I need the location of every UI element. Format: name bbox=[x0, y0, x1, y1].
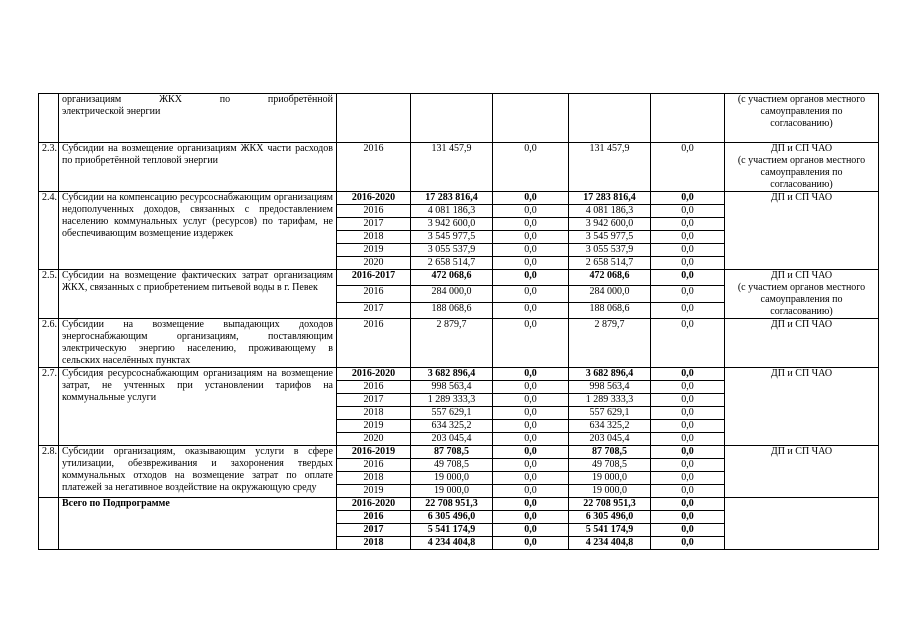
period-cell: 2019 bbox=[337, 244, 411, 257]
local-cell: 0,0 bbox=[651, 257, 725, 270]
okrug-cell: 5 541 174,9 bbox=[569, 524, 651, 537]
responsible-line: ДП и СП ЧАО bbox=[770, 143, 833, 154]
local-cell: 0,0 bbox=[651, 394, 725, 407]
okrug-cell: 634 325,2 bbox=[569, 420, 651, 433]
total-label: Всего по Подпрограмме bbox=[59, 498, 337, 550]
federal-cell: 0,0 bbox=[493, 381, 569, 394]
federal-cell: 0,0 bbox=[493, 270, 569, 286]
local-cell: 0,0 bbox=[651, 302, 725, 318]
local-cell: 0,0 bbox=[651, 218, 725, 231]
period-cell: 2018 bbox=[337, 407, 411, 420]
total-cell: 4 081 186,3 bbox=[411, 205, 493, 218]
period-cell: 2016-2020 bbox=[337, 192, 411, 205]
federal-cell: 0,0 bbox=[493, 420, 569, 433]
federal-cell: 0,0 bbox=[493, 472, 569, 485]
local-cell: 0,0 bbox=[651, 286, 725, 302]
local-cell: 0,0 bbox=[651, 433, 725, 446]
local-cell: 0,0 bbox=[651, 143, 725, 192]
okrug-cell: 472 068,6 bbox=[569, 270, 651, 286]
okrug-cell: 87 708,5 bbox=[569, 446, 651, 459]
period-cell: 2016 bbox=[337, 381, 411, 394]
period-cell: 2016-2017 bbox=[337, 270, 411, 286]
row-number: 2.6. bbox=[39, 319, 59, 368]
measure-name bbox=[59, 270, 337, 319]
responsible-cell bbox=[725, 192, 879, 270]
local-cell: 0,0 bbox=[651, 511, 725, 524]
measure-name bbox=[59, 192, 337, 270]
total-cell: 203 045,4 bbox=[411, 433, 493, 446]
measure-name-text: Субсидия ресурсоснабжающим организациям на возмещение затрат, не учтенных при установлении тарифов на коммунальные услуги bbox=[62, 368, 333, 403]
responsible-line: самоуправления по bbox=[760, 294, 843, 305]
total-cell: 188 068,6 bbox=[411, 302, 493, 318]
okrug-cell: 3 055 537,9 bbox=[569, 244, 651, 257]
federal-cell: 0,0 bbox=[493, 231, 569, 244]
local-cell: 0,0 bbox=[651, 205, 725, 218]
total-cell: 19 000,0 bbox=[411, 485, 493, 498]
total-cell: 6 305 496,0 bbox=[411, 511, 493, 524]
total-cell: 5 541 174,9 bbox=[411, 524, 493, 537]
local-cell: 0,0 bbox=[651, 524, 725, 537]
federal-cell: 0,0 bbox=[493, 286, 569, 302]
period-cell: 2016 bbox=[337, 143, 411, 192]
local-cell: 0,0 bbox=[651, 231, 725, 244]
responsible-line: ДП и СП ЧАО bbox=[770, 368, 833, 379]
responsible-cell bbox=[725, 319, 879, 368]
local-cell: 0,0 bbox=[651, 407, 725, 420]
measure-row bbox=[39, 319, 879, 368]
federal-cell: 0,0 bbox=[493, 498, 569, 511]
period-cell: 2017 bbox=[337, 302, 411, 318]
period-cell: 2020 bbox=[337, 433, 411, 446]
okrug-cell: 2 879,7 bbox=[569, 319, 651, 368]
okrug-cell: 131 457,9 bbox=[569, 143, 651, 192]
total-cell: 49 708,5 bbox=[411, 459, 493, 472]
responsible-cell bbox=[725, 143, 879, 192]
local-cell bbox=[651, 94, 725, 143]
okrug-cell: 6 305 496,0 bbox=[569, 511, 651, 524]
row-number: 2.7. bbox=[39, 368, 59, 446]
okrug-cell: 19 000,0 bbox=[569, 472, 651, 485]
measure-name-text: Субсидии на возмещение выпадающих доходов энергоснабжающим организациям, поставляющим электрическую энергию населению, проживающему в сельских населённых пунктах bbox=[62, 319, 333, 366]
okrug-cell: 284 000,0 bbox=[569, 286, 651, 302]
federal-cell: 0,0 bbox=[493, 433, 569, 446]
okrug-cell bbox=[569, 94, 651, 143]
local-cell: 0,0 bbox=[651, 192, 725, 205]
period-cell: 2016-2019 bbox=[337, 446, 411, 459]
federal-cell: 0,0 bbox=[493, 368, 569, 381]
federal-cell: 0,0 bbox=[493, 446, 569, 459]
local-cell: 0,0 bbox=[651, 485, 725, 498]
measure-name bbox=[59, 368, 337, 446]
measure-name-line-1: организациям ЖКХ по приобретённой bbox=[62, 94, 333, 105]
local-cell: 0,0 bbox=[651, 381, 725, 394]
local-cell: 0,0 bbox=[651, 537, 725, 550]
federal-cell bbox=[493, 94, 569, 143]
table-body bbox=[39, 94, 879, 550]
total-cell: 22 708 951,3 bbox=[411, 498, 493, 511]
total-cell: 3 545 977,5 bbox=[411, 231, 493, 244]
responsible-line: согласованию) bbox=[770, 179, 833, 190]
responsible-line: ДП и СП ЧАО bbox=[770, 319, 833, 330]
federal-cell: 0,0 bbox=[493, 459, 569, 472]
measure-row bbox=[39, 192, 879, 205]
local-cell: 0,0 bbox=[651, 270, 725, 286]
responsible-line: ДП и СП ЧАО bbox=[770, 446, 833, 457]
okrug-cell: 4 234 404,8 bbox=[569, 537, 651, 550]
local-cell: 0,0 bbox=[651, 446, 725, 459]
local-cell: 0,0 bbox=[651, 498, 725, 511]
measure-row bbox=[39, 446, 879, 459]
okrug-cell: 1 289 333,3 bbox=[569, 394, 651, 407]
row-number: 2.8. bbox=[39, 446, 59, 498]
federal-cell: 0,0 bbox=[493, 537, 569, 550]
federal-cell: 0,0 bbox=[493, 257, 569, 270]
responsible-cell bbox=[725, 368, 879, 446]
local-cell: 0,0 bbox=[651, 420, 725, 433]
responsible-line: ДП и СП ЧАО bbox=[770, 270, 833, 281]
total-cell: 17 283 816,4 bbox=[411, 192, 493, 205]
period-cell: 2016-2020 bbox=[337, 368, 411, 381]
total-cell: 4 234 404,8 bbox=[411, 537, 493, 550]
federal-cell: 0,0 bbox=[493, 143, 569, 192]
federal-cell: 0,0 bbox=[493, 524, 569, 537]
responsible-line: самоуправления по bbox=[760, 167, 843, 178]
federal-cell: 0,0 bbox=[493, 192, 569, 205]
row-number: 2.3. bbox=[39, 143, 59, 192]
period-cell: 2017 bbox=[337, 218, 411, 231]
row-number: 2.5. bbox=[39, 270, 59, 319]
federal-cell: 0,0 bbox=[493, 218, 569, 231]
period-cell: 2018 bbox=[337, 231, 411, 244]
measure-name-text: Субсидии на возмещение организациям ЖКХ части расходов по приобретённой тепловой энергии bbox=[62, 143, 333, 166]
period-cell bbox=[337, 94, 411, 143]
federal-cell: 0,0 bbox=[493, 302, 569, 318]
measure-name-text: Субсидии на возмещение фактических затрат организациям ЖКХ, связанных с приобретением питьевой воды в г. Певек bbox=[62, 270, 333, 293]
okrug-cell: 188 068,6 bbox=[569, 302, 651, 318]
period-cell: 2017 bbox=[337, 524, 411, 537]
period-cell: 2016 bbox=[337, 205, 411, 218]
row-number: 2.4. bbox=[39, 192, 59, 270]
period-cell: 2018 bbox=[337, 537, 411, 550]
total-row bbox=[39, 498, 879, 511]
measure-row bbox=[39, 143, 879, 192]
okrug-cell: 998 563,4 bbox=[569, 381, 651, 394]
okrug-cell: 4 081 186,3 bbox=[569, 205, 651, 218]
total-cell bbox=[411, 94, 493, 143]
period-cell: 2016 bbox=[337, 511, 411, 524]
total-cell: 998 563,4 bbox=[411, 381, 493, 394]
measure-row bbox=[39, 368, 879, 381]
period-cell: 2019 bbox=[337, 485, 411, 498]
total-cell: 557 629,1 bbox=[411, 407, 493, 420]
federal-cell: 0,0 bbox=[493, 394, 569, 407]
budget-table bbox=[38, 93, 879, 550]
measure-name bbox=[59, 319, 337, 368]
okrug-cell: 203 045,4 bbox=[569, 433, 651, 446]
responsible-cell bbox=[725, 94, 879, 143]
okrug-cell: 2 658 514,7 bbox=[569, 257, 651, 270]
measure-name-text: Субсидии организациям, оказывающим услуги в сфере утилизации, обезвреживания и захоронения твердых коммунальных отходов на возмещение затрат по оплате платежей за негативное воздействие на окружающую среду bbox=[62, 446, 333, 493]
row-number bbox=[39, 94, 59, 143]
total-cell: 3 942 600,0 bbox=[411, 218, 493, 231]
federal-cell: 0,0 bbox=[493, 511, 569, 524]
measure-row bbox=[39, 270, 879, 286]
federal-cell: 0,0 bbox=[493, 319, 569, 368]
total-responsible-cell bbox=[725, 498, 879, 550]
okrug-cell: 3 682 896,4 bbox=[569, 368, 651, 381]
okrug-cell: 557 629,1 bbox=[569, 407, 651, 420]
okrug-cell: 17 283 816,4 bbox=[569, 192, 651, 205]
total-cell: 1 289 333,3 bbox=[411, 394, 493, 407]
federal-cell: 0,0 bbox=[493, 244, 569, 257]
total-cell: 87 708,5 bbox=[411, 446, 493, 459]
measure-name-text: Субсидии на компенсацию ресурсоснабжающим организациям недополученных доходов, связанных с предоставлением населению коммунальных услуг (ресурсов) по тарифам, не обеспечивающим возмещение издержек bbox=[62, 192, 333, 239]
okrug-cell: 3 942 600,0 bbox=[569, 218, 651, 231]
total-cell: 634 325,2 bbox=[411, 420, 493, 433]
responsible-line: согласованию) bbox=[770, 118, 833, 129]
measure-name bbox=[59, 94, 337, 143]
total-cell: 3 055 537,9 bbox=[411, 244, 493, 257]
period-cell: 2017 bbox=[337, 394, 411, 407]
period-cell: 2016 bbox=[337, 319, 411, 368]
okrug-cell: 19 000,0 bbox=[569, 485, 651, 498]
period-cell: 2016 bbox=[337, 459, 411, 472]
period-cell: 2016 bbox=[337, 286, 411, 302]
responsible-line: самоуправления по bbox=[760, 106, 843, 117]
period-cell: 2020 bbox=[337, 257, 411, 270]
responsible-cell bbox=[725, 446, 879, 498]
continued-row bbox=[39, 94, 879, 143]
total-cell: 472 068,6 bbox=[411, 270, 493, 286]
period-cell: 2019 bbox=[337, 420, 411, 433]
local-cell: 0,0 bbox=[651, 472, 725, 485]
federal-cell: 0,0 bbox=[493, 205, 569, 218]
total-cell: 19 000,0 bbox=[411, 472, 493, 485]
federal-cell: 0,0 bbox=[493, 485, 569, 498]
federal-cell: 0,0 bbox=[493, 407, 569, 420]
responsible-line: ДП и СП ЧАО bbox=[770, 192, 833, 203]
responsible-cell bbox=[725, 270, 879, 319]
okrug-cell: 49 708,5 bbox=[569, 459, 651, 472]
total-cell: 2 658 514,7 bbox=[411, 257, 493, 270]
total-cell: 2 879,7 bbox=[411, 319, 493, 368]
responsible-line: согласованию) bbox=[770, 306, 833, 317]
total-number-cell bbox=[39, 498, 59, 550]
responsible-line: (с участием органов местного bbox=[737, 155, 866, 166]
measure-name bbox=[59, 143, 337, 192]
measure-name-line-2: электрической энергии bbox=[62, 106, 161, 117]
local-cell: 0,0 bbox=[651, 368, 725, 381]
total-cell: 131 457,9 bbox=[411, 143, 493, 192]
period-cell: 2016-2020 bbox=[337, 498, 411, 511]
local-cell: 0,0 bbox=[651, 459, 725, 472]
responsible-line: (с участием органов местного bbox=[737, 282, 866, 293]
period-cell: 2018 bbox=[337, 472, 411, 485]
total-cell: 3 682 896,4 bbox=[411, 368, 493, 381]
local-cell: 0,0 bbox=[651, 319, 725, 368]
total-cell: 284 000,0 bbox=[411, 286, 493, 302]
okrug-cell: 3 545 977,5 bbox=[569, 231, 651, 244]
measure-name bbox=[59, 446, 337, 498]
okrug-cell: 22 708 951,3 bbox=[569, 498, 651, 511]
responsible-line: (с участием органов местного bbox=[737, 94, 866, 105]
local-cell: 0,0 bbox=[651, 244, 725, 257]
